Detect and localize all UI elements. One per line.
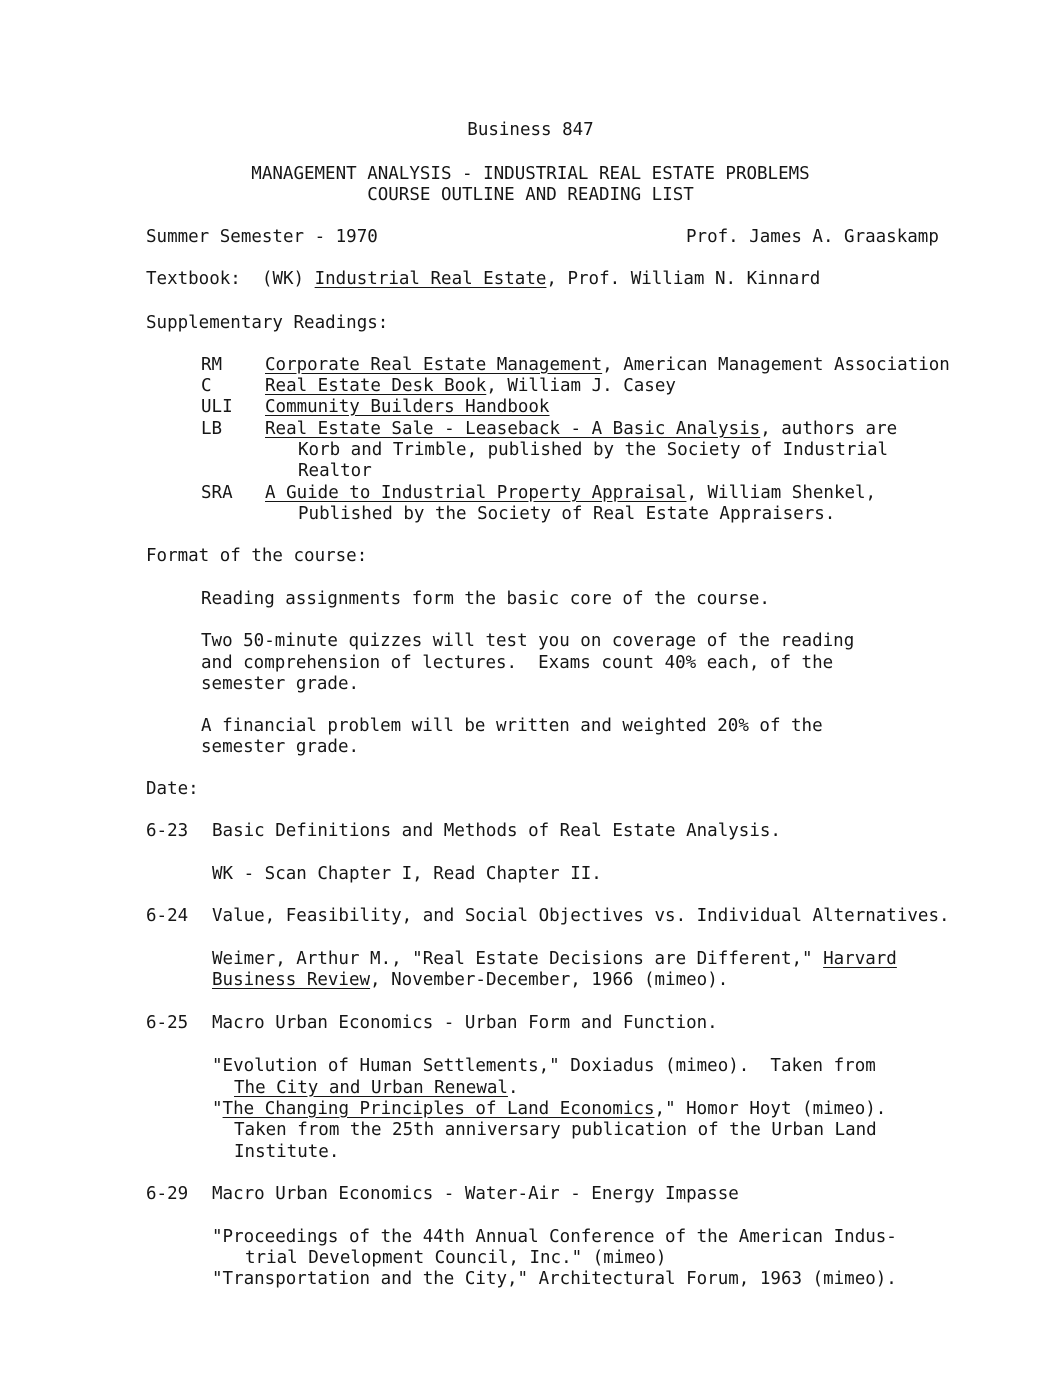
textbook-line bbox=[146, 269, 820, 290]
session-reading: trial Development Council, Inc." (mimeo) bbox=[245, 1248, 667, 1268]
reading-title: A Guide to Industrial Property Appraisal bbox=[265, 483, 687, 503]
reading-continuation: Published by the Society of Real Estate Appraisers. bbox=[298, 504, 836, 524]
session-reading: "The Changing Principles of Land Economics," Homor Hoyt (mimeo). bbox=[212, 1099, 887, 1119]
textbook-label: Textbook: bbox=[146, 269, 241, 289]
session-topic: Macro Urban Economics - Water-Air - Energy Impasse bbox=[212, 1184, 739, 1204]
reading-entry: Real Estate Desk Book, William J. Casey bbox=[265, 376, 676, 396]
session-reading: "Evolution of Human Settlements," Doxiadus (mimeo). Taken from bbox=[212, 1056, 876, 1076]
session-date: 6-23 bbox=[146, 821, 189, 841]
session-date: 6-24 bbox=[146, 906, 189, 926]
textbook-code: (WK) bbox=[261, 269, 305, 289]
reading-title: Corporate Real Estate Management bbox=[265, 355, 603, 375]
reading-code: SRA bbox=[201, 483, 233, 503]
session-date: 6-25 bbox=[146, 1013, 189, 1033]
session-reading: "Proceedings of the 44th Annual Conference of the American Indus- bbox=[212, 1227, 897, 1247]
format-paragraph-line: semester grade. bbox=[201, 737, 360, 757]
session-reading: WK - Scan Chapter I, Read Chapter II. bbox=[212, 864, 602, 884]
reading-title: Real Estate Desk Book bbox=[265, 376, 487, 396]
supplementary-heading: Supplementary Readings: bbox=[146, 313, 389, 333]
reading-entry bbox=[265, 397, 549, 418]
format-paragraph: Reading assignments form the basic core of the course. bbox=[201, 589, 770, 609]
reading-code: RM bbox=[201, 355, 223, 375]
textbook-title: Industrial Real Estate bbox=[314, 269, 547, 289]
format-paragraph-line: Two 50-minute quizzes will test you on coverage of the reading bbox=[201, 631, 855, 651]
session-reading: The City and Urban Renewal. bbox=[234, 1078, 519, 1098]
session-reading: Taken from the 25th anniversary publication of the Urban Land bbox=[234, 1120, 877, 1140]
session-topic: Basic Definitions and Methods of Real Estate Analysis. bbox=[212, 821, 781, 841]
session-reading: Business Review, November-December, 1966 (mimeo). bbox=[212, 970, 729, 990]
session-reading: Weimer, Arthur M., "Real Estate Decisions are Different," Harvard bbox=[212, 949, 897, 969]
reading-code: C bbox=[201, 376, 212, 396]
course-title: MANAGEMENT ANALYSIS - INDUSTRIAL REAL ESTATE PROBLEMS bbox=[251, 164, 810, 184]
session-reading: Institute. bbox=[234, 1142, 340, 1162]
course-subtitle: COURSE OUTLINE AND READING LIST bbox=[367, 185, 694, 205]
reading-entry: Corporate Real Estate Management, American Management Association bbox=[265, 355, 950, 375]
session-topic: Macro Urban Economics - Urban Form and Function. bbox=[212, 1013, 718, 1033]
date-heading: Date: bbox=[146, 779, 199, 799]
format-paragraph-line: A financial problem will be written and weighted 20% of the bbox=[201, 716, 823, 736]
reading-entry: A Guide to Industrial Property Appraisal, William Shenkel, bbox=[265, 483, 877, 503]
reading-continuation: Realtor bbox=[298, 461, 372, 481]
session-topic: Value, Feasibility, and Social Objectives vs. Individual Alternatives. bbox=[212, 906, 950, 926]
reading-code: LB bbox=[201, 419, 223, 439]
textbook-author: , Prof. William N. Kinnard bbox=[546, 269, 821, 289]
format-paragraph-line: semester grade. bbox=[201, 674, 360, 694]
course-number: Business 847 bbox=[467, 120, 594, 140]
reading-code: ULI bbox=[201, 397, 233, 417]
reading-entry: Real Estate Sale - Leaseback - A Basic Analysis, authors are bbox=[265, 419, 898, 439]
reading-title: Real Estate Sale - Leaseback - A Basic Analysis bbox=[265, 419, 761, 439]
reading-continuation: Korb and Trimble, published by the Society of Industrial bbox=[298, 440, 889, 460]
session-reading: "Transportation and the City," Architectural Forum, 1963 (mimeo). bbox=[212, 1269, 897, 1289]
semester: Summer Semester - 1970 bbox=[146, 227, 378, 247]
format-paragraph-line: and comprehension of lectures. Exams count 40% each, of the bbox=[201, 653, 834, 673]
session-date: 6-29 bbox=[146, 1184, 189, 1204]
professor: Prof. James A. Graaskamp bbox=[686, 227, 939, 247]
format-heading: Format of the course: bbox=[146, 546, 368, 566]
reading-title: Community Builders Handbook bbox=[265, 397, 550, 417]
